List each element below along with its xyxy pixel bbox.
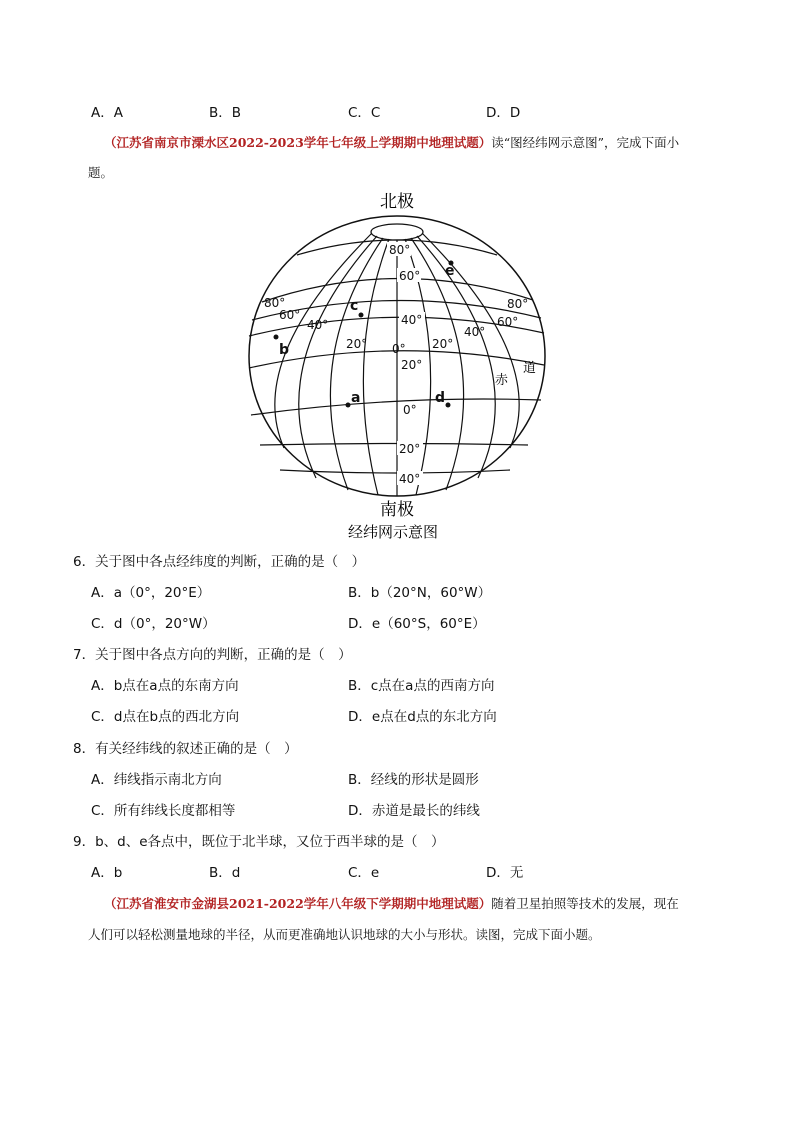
section2-intro: [104, 893, 679, 912]
prev-option-c: C．C: [348, 105, 381, 121]
point-a-label: a: [351, 390, 361, 406]
prev-option-d: D．D: [486, 105, 521, 121]
q6-option-c: C．d（0°，20°W）: [91, 616, 216, 632]
section1-intro-text: 读“图经纬网示意图”，完成下面小: [491, 135, 680, 150]
section1-intro-line2: 题。: [88, 165, 114, 180]
q7-option-d: D．e点在d点的东北方向: [348, 709, 497, 725]
question-text: 关于图中各点方向的判断，正确的是（ ）: [95, 647, 352, 663]
q9-option-d: D．无: [486, 865, 524, 881]
section2-intro-line2: 人们可以轻松测量地球的半径，从而更准确地认识地球的大小与形状。读图，完成下面小题。: [88, 927, 601, 942]
section1-source: （江苏省南京市溧水区2022-2023学年七年级上学期期中地理试题）: [104, 135, 492, 150]
graticule-figure: [240, 185, 560, 545]
lon-0-label: 0°: [392, 342, 406, 356]
lon-left-20-label: 20°: [346, 337, 368, 351]
meridian: [330, 238, 383, 490]
question-text: b、d、e各点中，既位于北半球，又位于西半球的是（ ）: [95, 834, 445, 850]
equator-line: [251, 399, 541, 415]
q8-option-b: B．经线的形状是圆形: [348, 772, 479, 788]
point-c-label: c: [350, 298, 359, 314]
q8-option-d: D．赤道是最长的纬线: [348, 803, 480, 819]
question-number: 7．: [73, 647, 96, 663]
q9-option-b: B．d: [209, 865, 241, 881]
section2-intro-text: 随着卫星拍照等技术的发展，现在: [491, 896, 679, 911]
point-b-marker: [274, 335, 279, 340]
lat-0-label: 0°: [403, 403, 417, 417]
q7-option-b: B．c点在a点的西南方向: [348, 678, 495, 694]
meridian: [363, 239, 389, 495]
south-pole-label: 南极: [380, 500, 414, 520]
q7-option-a: A．b点在a点的东南方向: [91, 678, 239, 694]
point-d-label: d: [435, 390, 446, 406]
q9-option-c: C．e: [348, 865, 380, 881]
question-7-stem: [73, 643, 352, 663]
question-text: 关于图中各点经纬度的判断，正确的是（ ）: [95, 554, 366, 570]
point-c-marker: [359, 313, 364, 318]
q8-option-c: C．所有纬线长度都相等: [91, 803, 236, 819]
lat-40-label: 40°: [401, 313, 423, 327]
q6-option-a: A．a（0°，20°E）: [91, 585, 211, 601]
equator-label-char1: 赤: [495, 373, 509, 388]
q6-option-b: B．b（20°N，60°W）: [348, 585, 492, 601]
point-d-marker: [446, 403, 451, 408]
lon-left-80-label: 80°: [264, 296, 286, 310]
question-text: 有关经纬线的叙述正确的是（ ）: [95, 741, 298, 757]
section2-source: （江苏省淮安市金湖县2021-2022学年八年级下学期期中地理试题）: [104, 896, 492, 911]
question-number: 6．: [73, 554, 96, 570]
q9-option-a: A．b: [91, 865, 123, 881]
section1-intro: [104, 132, 679, 151]
point-e-label: e: [445, 263, 455, 279]
lon-left-60-label: 60°: [279, 308, 301, 322]
lat-20-label: 20°: [401, 358, 423, 372]
lon-left-40-label: 40°: [307, 318, 329, 332]
figure-caption: 经纬网示意图: [347, 523, 439, 541]
lat-60-label: 60°: [399, 269, 421, 283]
q7-option-c: C．d点在b点的西北方向: [91, 709, 240, 725]
question-9-stem: [73, 830, 445, 850]
point-a-marker: [346, 403, 351, 408]
lat-80-label: 80°: [389, 243, 411, 257]
lat-40s-label: 40°: [399, 472, 421, 486]
question-number: 8．: [73, 741, 96, 757]
prev-option-a: A．A: [91, 105, 123, 121]
lon-right-60-label: 60°: [497, 315, 519, 329]
question-number: 9．: [73, 834, 96, 850]
lon-right-40-label: 40°: [464, 325, 486, 339]
question-8-stem: [73, 737, 298, 757]
lat-20s-label: 20°: [399, 442, 421, 456]
q8-option-a: A．纬线指示南北方向: [91, 772, 222, 788]
latitude-line: [260, 444, 528, 446]
question-6-stem: [73, 550, 365, 570]
lon-right-80-label: 80°: [507, 297, 529, 311]
meridian: [417, 236, 495, 478]
prev-option-b: B．B: [209, 105, 242, 121]
equator-label-char2: 道: [523, 361, 537, 376]
point-b-label: b: [279, 342, 290, 358]
north-pole-label: 北极: [380, 192, 414, 212]
polar-cap: [371, 224, 423, 240]
q6-option-d: D．e（60°S，60°E）: [348, 616, 486, 632]
lon-right-20-label: 20°: [432, 337, 454, 351]
